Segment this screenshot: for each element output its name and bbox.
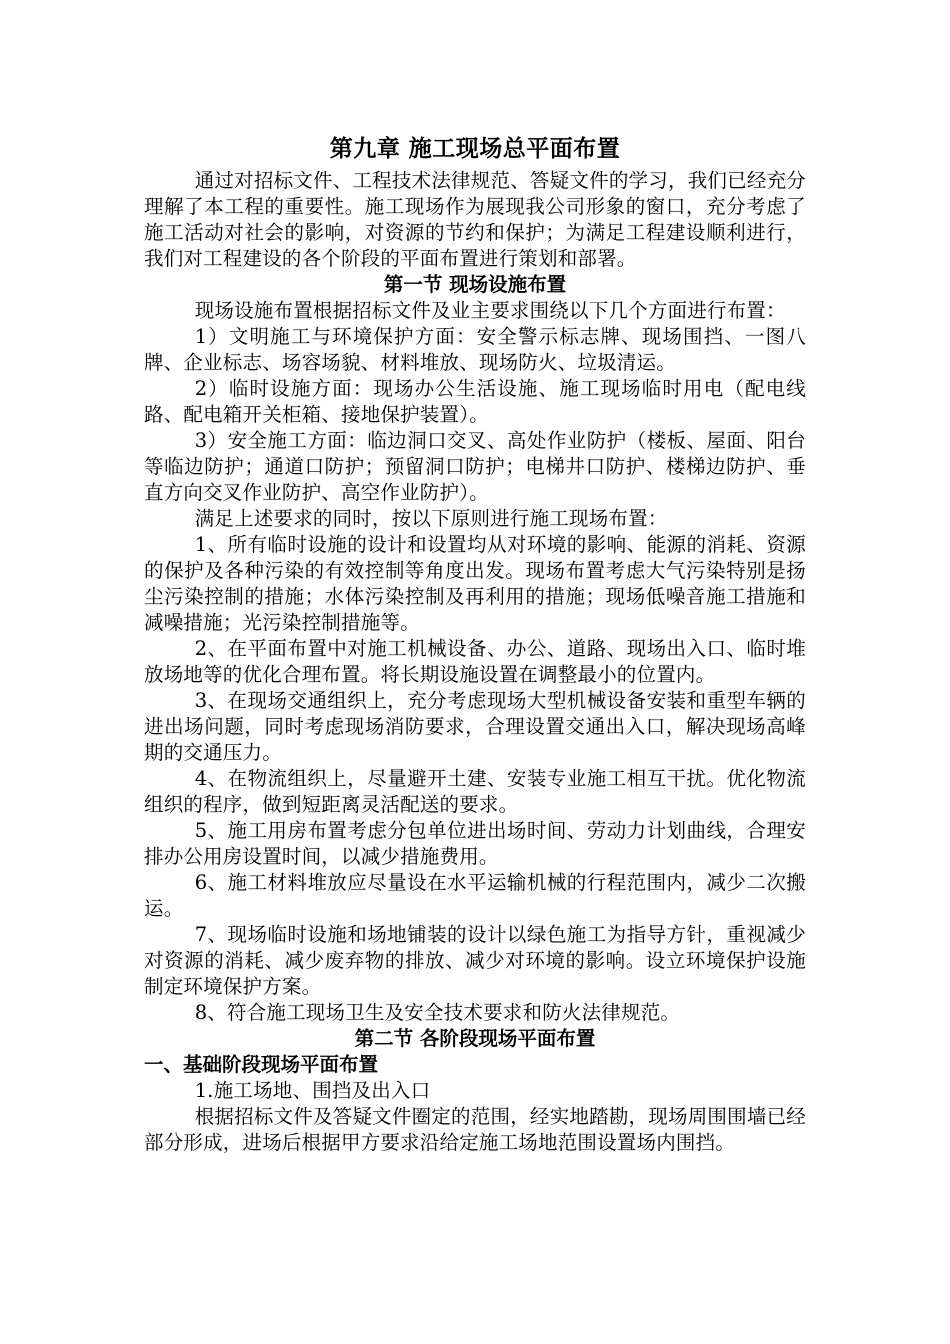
subsection-heading: 一、基础阶段现场平面布置 bbox=[144, 1053, 379, 1076]
paragraph: 根据招标文件及答疑文件圈定的范围，经实地踏勘，现场周围围墙已经部分形成，进场后根据甲方要求沿给定施工场地范围设置场内围挡。 bbox=[144, 1105, 806, 1154]
paragraph: 3、在现场交通组织上，充分考虑现场大型机械设备安装和重型车辆的进出场问题，同时考虑现场消防要求，合理设置交通出入口，解决现场高峰期的交通压力。 bbox=[144, 689, 806, 764]
paragraph: 4、在物流组织上，尽量避开土建、安装专业施工相互干扰。优化物流组织的程序，做到短距离灵活配送的要求。 bbox=[144, 767, 806, 816]
chapter-title: 第九章 施工现场总平面布置 bbox=[329, 136, 621, 162]
section-1-heading: 第一节 现场设施布置 bbox=[383, 273, 567, 296]
intro-paragraph: 通过对招标文件、工程技术法律规范、答疑文件的学习，我们已经充分理解了本工程的重要性。施工现场作为展现我公司形象的窗口，充分考虑了施工活动对社会的影响，对资源的节约和保护；为满足工程建设顺利进行，我们对工程建设的各个阶段的平面布置进行策划和部署。 bbox=[144, 169, 806, 270]
paragraph: 7、现场临时设施和场地铺装的设计以绿色施工为指导方针，重视减少对资源的消耗、减少废弃物的排放、减少对环境的影响。设立环境保护设施制定环境保护方案。 bbox=[144, 923, 806, 998]
paragraph: 8、符合施工现场卫生及安全技术要求和防火法律规范。 bbox=[194, 1001, 681, 1024]
paragraph: 2、在平面布置中对施工机械设备、办公、道路、现场出入口、临时堆放场地等的优化合理布置。将长期设施设置在调整最小的位置内。 bbox=[144, 637, 806, 686]
section-2-heading: 第二节 各阶段现场平面布置 bbox=[354, 1027, 596, 1050]
paragraph: 现场设施布置根据招标文件及业主要求围绕以下几个方面进行布置： bbox=[194, 299, 786, 322]
paragraph: 3）安全施工方面：临边洞口交叉、高处作业防护（楼板、屋面、阳台等临边防护；通道口防护；预留洞口防护；电梯井口防护、楼梯边防护、垂直方向交叉作业防护、高空作业防护）。 bbox=[144, 429, 806, 504]
paragraph: 5、施工用房布置考虑分包单位进出场时间、劳动力计划曲线，合理安排办公用房设置时间，以减少措施费用。 bbox=[144, 819, 806, 868]
document-page bbox=[144, 132, 806, 1156]
paragraph: 2）临时设施方面：现场办公生活设施、施工现场临时用电（配电线路、配电箱开关柜箱、接地保护装置）。 bbox=[144, 377, 806, 426]
paragraph: 6、施工材料堆放应尽量设在水平运输机械的行程范围内，减少二次搬运。 bbox=[144, 871, 806, 920]
paragraph: 1）文明施工与环境保护方面：安全警示标志牌、现场围挡、一图八牌、企业标志、场容场貌、材料堆放、现场防火、垃圾清运。 bbox=[144, 325, 806, 374]
paragraph: 1、所有临时设施的设计和设置均从对环境的影响、能源的消耗、资源的保护及各种污染的有效控制等角度出发。现场布置考虑大气污染特别是扬尘污染控制的措施；水体污染控制及再利用的措施；现场低噪音施工措施和减噪措施；光污染控制措施等。 bbox=[144, 533, 806, 634]
paragraph: 1.施工场地、围挡及出入口 bbox=[194, 1079, 431, 1102]
paragraph: 满足上述要求的同时，按以下原则进行施工现场布置： bbox=[194, 507, 668, 530]
